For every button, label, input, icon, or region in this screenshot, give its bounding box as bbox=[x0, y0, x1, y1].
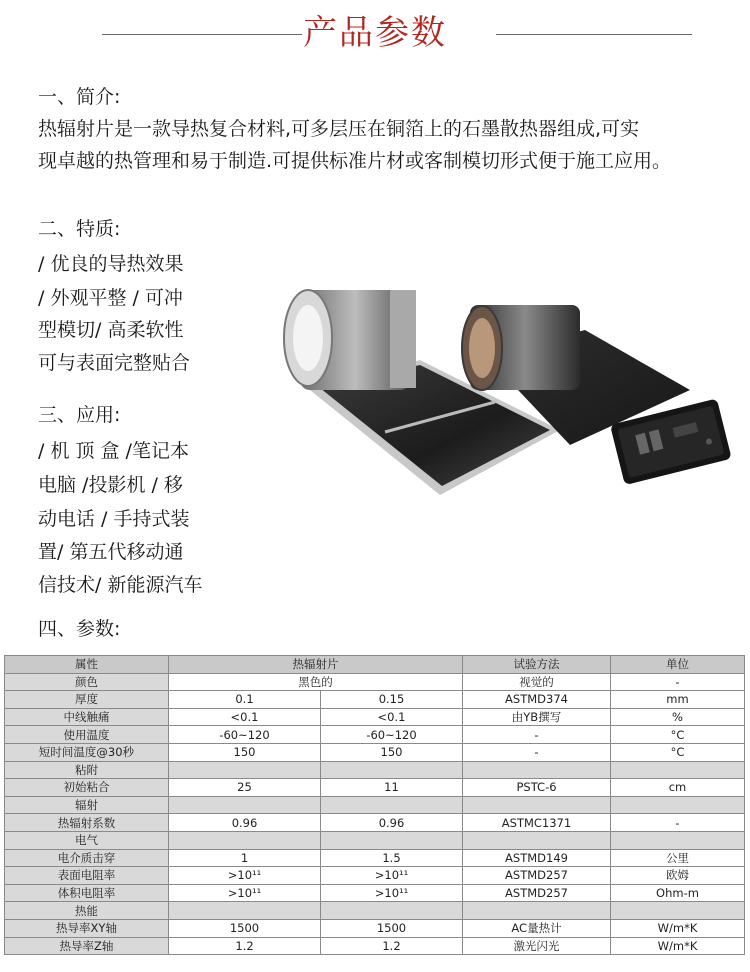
table-row bbox=[5, 884, 745, 902]
param-unit: °C bbox=[611, 743, 745, 761]
application-line: 动电话 / 手持式装 bbox=[38, 508, 190, 530]
param-value: 1.5 bbox=[321, 849, 463, 867]
param-value: 0.96 bbox=[169, 814, 321, 832]
param-unit: 公里 bbox=[611, 849, 745, 867]
group-name: 粘附 bbox=[5, 761, 169, 779]
group-row bbox=[5, 831, 745, 849]
params-heading: 四、参数: bbox=[38, 618, 121, 640]
table-row bbox=[5, 867, 745, 885]
param-value: >10¹¹ bbox=[169, 867, 321, 885]
param-value: 0.1 bbox=[169, 691, 321, 709]
param-unit: °C bbox=[611, 726, 745, 744]
intro-line: 热辐射片是一款导热复合材料,可多层压在铜箔上的石墨散热器组成,可实 bbox=[38, 118, 640, 140]
param-unit: % bbox=[611, 708, 745, 726]
header-rule-right bbox=[496, 34, 692, 35]
param-value: 1.2 bbox=[321, 937, 463, 955]
param-method: ASTMC1371 bbox=[463, 814, 611, 832]
param-name: 使用温度 bbox=[5, 726, 169, 744]
intro-line: 现卓越的热管理和易于制造.可提供标准片材或客制模切形式便于施工应用。 bbox=[38, 150, 672, 172]
table-row bbox=[5, 814, 745, 832]
param-name: 厚度 bbox=[5, 691, 169, 709]
param-name: 初始粘合 bbox=[5, 779, 169, 797]
param-unit: mm bbox=[611, 691, 745, 709]
param-method: - bbox=[463, 743, 611, 761]
group-row bbox=[5, 902, 745, 920]
param-value: 25 bbox=[169, 779, 321, 797]
table-row bbox=[5, 849, 745, 867]
param-value: 1500 bbox=[169, 919, 321, 937]
intro-heading: 一、简介: bbox=[38, 86, 121, 108]
param-method: 由YB撰写 bbox=[463, 708, 611, 726]
page-title: 产品参数 bbox=[303, 13, 447, 53]
header-cell: 试验方法 bbox=[463, 656, 611, 674]
param-name: 热辐射系数 bbox=[5, 814, 169, 832]
intro-text bbox=[38, 113, 728, 177]
feature-line: 可与表面完整贴合 bbox=[38, 352, 191, 374]
param-value: 0.15 bbox=[321, 691, 463, 709]
application-line: / 机 顶 盒 /笔记本 bbox=[38, 440, 189, 462]
param-value: 150 bbox=[169, 743, 321, 761]
param-value: 11 bbox=[321, 779, 463, 797]
param-name: 短时间温度@30秒 bbox=[5, 743, 169, 761]
table-row bbox=[5, 919, 745, 937]
application-line: 信技术/ 新能源汽车 bbox=[38, 574, 203, 596]
application-line: 电脑 /投影机 / 移 bbox=[38, 474, 183, 496]
param-value: <0.1 bbox=[169, 708, 321, 726]
param-unit: W/m*K bbox=[611, 919, 745, 937]
param-unit: - bbox=[611, 673, 745, 691]
param-method: ASTMD149 bbox=[463, 849, 611, 867]
table-row bbox=[5, 708, 745, 726]
product-photo bbox=[270, 270, 740, 510]
param-unit: 欧姆 bbox=[611, 867, 745, 885]
param-value: >10¹¹ bbox=[169, 884, 321, 902]
param-unit: - bbox=[611, 814, 745, 832]
features-heading: 二、特质: bbox=[38, 218, 121, 240]
table-row bbox=[5, 691, 745, 709]
param-value: -60~120 bbox=[169, 726, 321, 744]
param-method: ASTMD257 bbox=[463, 884, 611, 902]
param-value: <0.1 bbox=[321, 708, 463, 726]
feature-line: 型模切/ 高柔软性 bbox=[38, 319, 184, 341]
param-name: 中线触痛 bbox=[5, 708, 169, 726]
param-value: -60~120 bbox=[321, 726, 463, 744]
table-row bbox=[5, 726, 745, 744]
table-row bbox=[5, 937, 745, 955]
header-cell: 单位 bbox=[611, 656, 745, 674]
param-value: 黑色的 bbox=[169, 673, 463, 691]
table-row bbox=[5, 673, 745, 691]
param-method: ASTMD374 bbox=[463, 691, 611, 709]
param-method: ASTMD257 bbox=[463, 867, 611, 885]
group-name: 辐射 bbox=[5, 796, 169, 814]
page-header bbox=[0, 0, 750, 64]
params-table bbox=[4, 655, 745, 955]
header-cell: 热辐射片 bbox=[169, 656, 463, 674]
table-header-row bbox=[5, 656, 745, 674]
feature-line: / 外观平整 / 可冲 bbox=[38, 287, 183, 309]
applications-heading: 三、应用: bbox=[38, 404, 121, 426]
param-value: >10¹¹ bbox=[321, 867, 463, 885]
param-unit: cm bbox=[611, 779, 745, 797]
param-value: 150 bbox=[321, 743, 463, 761]
param-name: 表面电阻率 bbox=[5, 867, 169, 885]
param-name: 电介质击穿 bbox=[5, 849, 169, 867]
param-value: 0.96 bbox=[321, 814, 463, 832]
param-value: 1 bbox=[169, 849, 321, 867]
group-row bbox=[5, 761, 745, 779]
param-unit: Ohm-m bbox=[611, 884, 745, 902]
param-name: 热导率XY轴 bbox=[5, 919, 169, 937]
param-value: >10¹¹ bbox=[321, 884, 463, 902]
table-row bbox=[5, 779, 745, 797]
group-row bbox=[5, 796, 745, 814]
param-name: 颜色 bbox=[5, 673, 169, 691]
param-name: 体积电阻率 bbox=[5, 884, 169, 902]
application-line: 置/ 第五代移动通 bbox=[38, 541, 184, 563]
group-name: 电气 bbox=[5, 831, 169, 849]
param-method: - bbox=[463, 726, 611, 744]
param-value: 1500 bbox=[321, 919, 463, 937]
param-name: 热导率Z轴 bbox=[5, 937, 169, 955]
header-cell: 属性 bbox=[5, 656, 169, 674]
param-value: 1.2 bbox=[169, 937, 321, 955]
group-name: 热能 bbox=[5, 902, 169, 920]
param-method: 视觉的 bbox=[463, 673, 611, 691]
param-method: AC量热计 bbox=[463, 919, 611, 937]
param-method: PSTC-6 bbox=[463, 779, 611, 797]
feature-line: / 优良的导热效果 bbox=[38, 253, 184, 275]
param-unit: W/m*K bbox=[611, 937, 745, 955]
table-row bbox=[5, 743, 745, 761]
param-method: 激光闪光 bbox=[463, 937, 611, 955]
